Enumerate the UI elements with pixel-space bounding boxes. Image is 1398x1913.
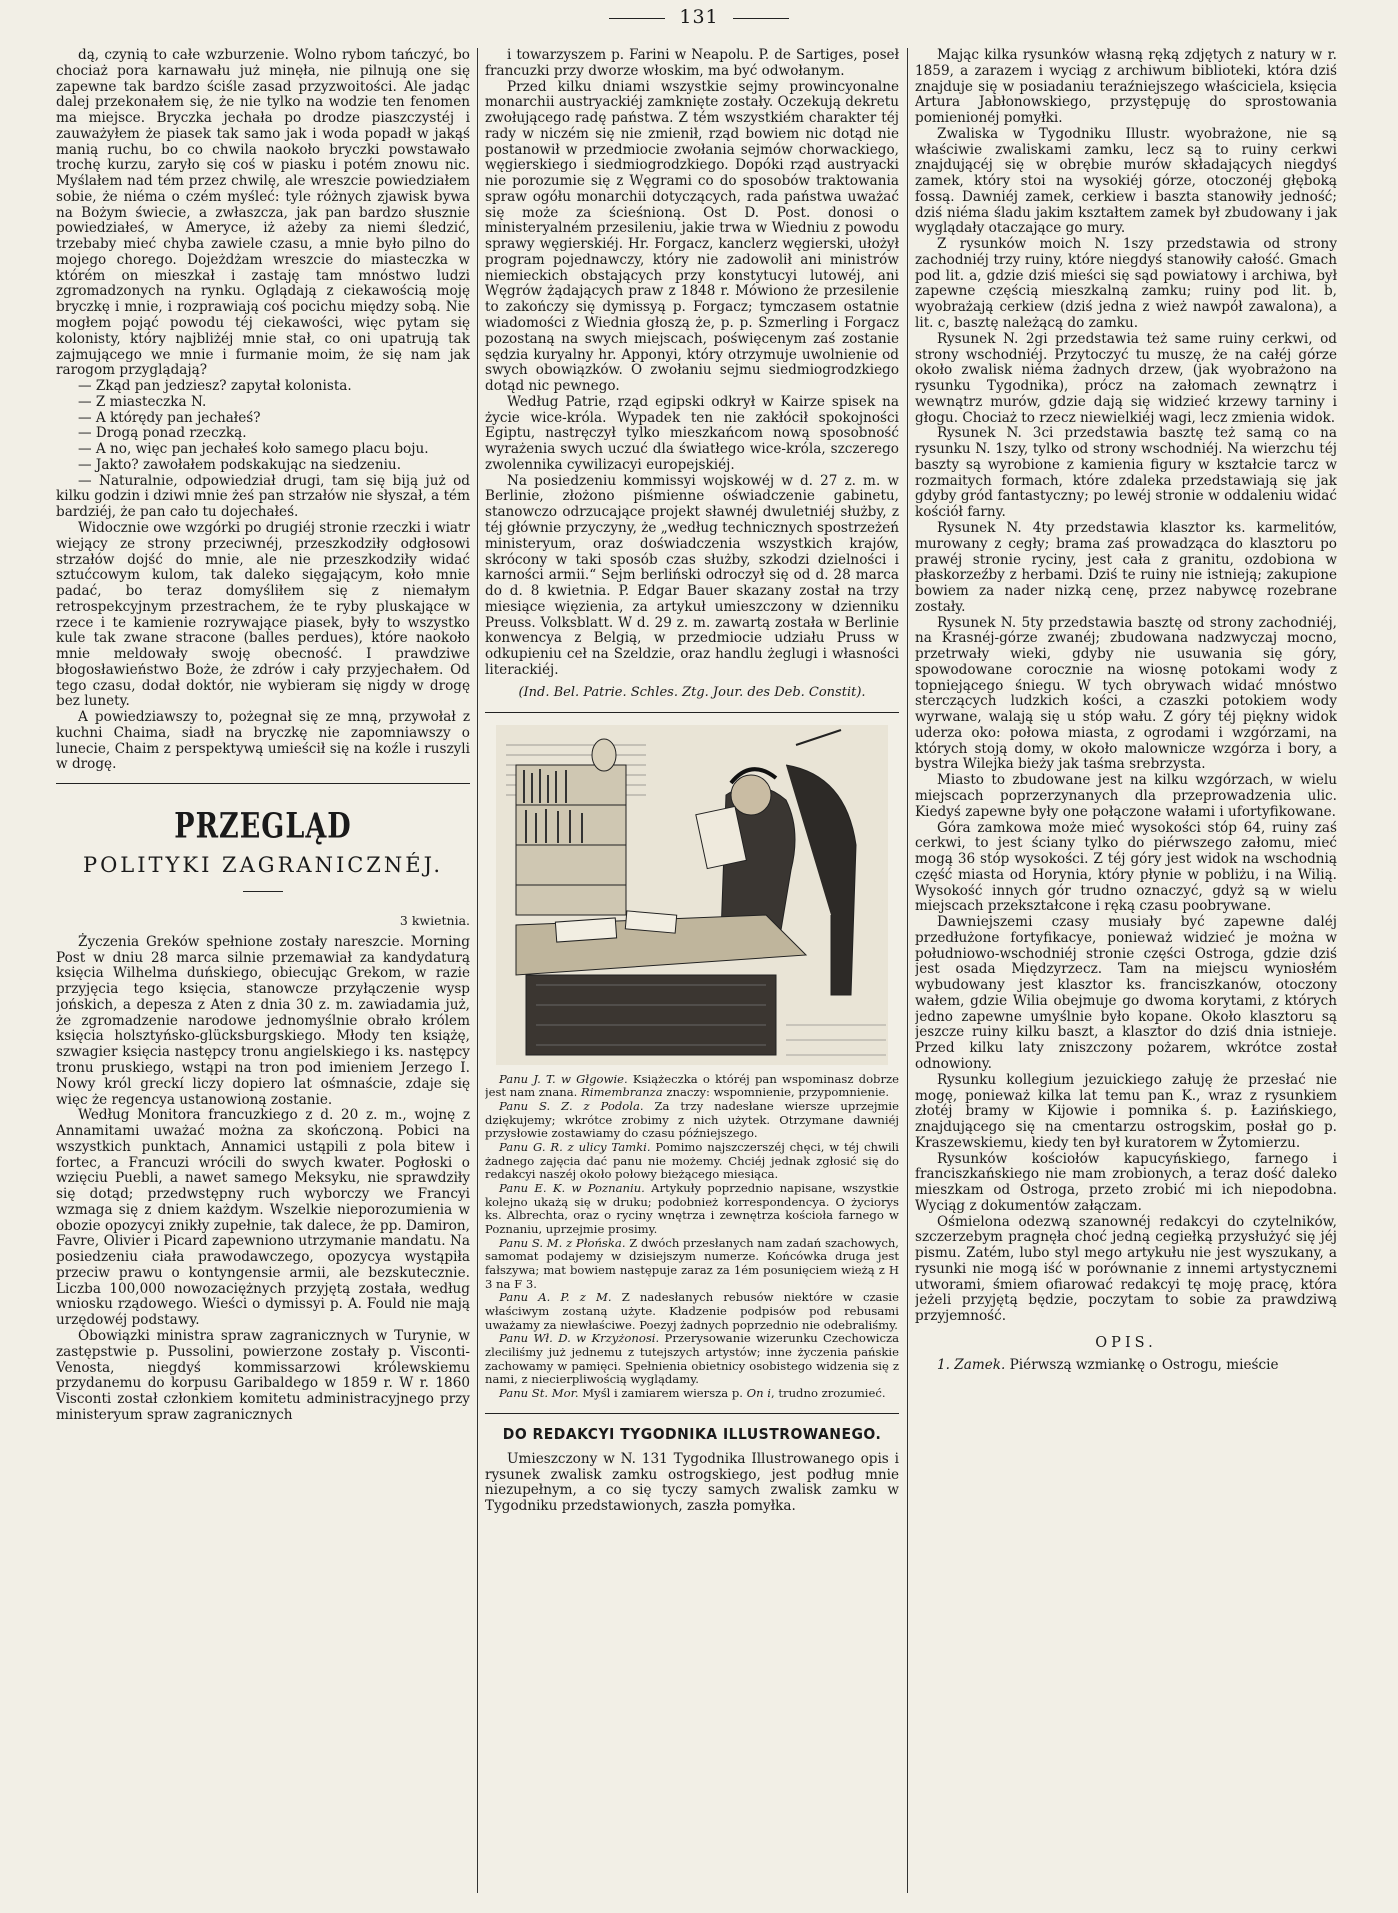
paragraph: Z rysunków moich N. 1szy przedstawia od strony zachodniéj trzy ruiny, które niegdyś stanowiły całość. Gmach pod lit. a, gdzie dziś mieści się sąd powiatowy i archiwa, był zapewne częścią mieszkalną zamku; ruiny pod lit. b, wyobrażają cerkiew (dziś jedna z wież nawpół zawalona), a lit. c, basztę należącą do zamku. [915, 236, 1337, 332]
paragraph: i towarzyszem p. Farini w Neapolu. P. de Sartiges, poseł francuzki przy dworze włoskim, ma być odwołanym. [485, 48, 899, 79]
note-addressee: Panu S. Z. z Podola. [499, 1099, 644, 1114]
page-number-line [0, 6, 1398, 28]
short-divider [243, 891, 283, 892]
note-text: Myśl i zamiarem wiersza p. [578, 1386, 747, 1401]
note-addressee: Panu J. T. w Głgowie. [499, 1071, 628, 1086]
dialogue-line: — Naturalnie, odpowiedział drugi, tam się biją już od kilku godzin i dziwi mnie żeś pan strzałów nie słyszał, a tém bardziéj, że pan cało tu dojechałeś. [56, 472, 470, 521]
paragraph: Góra zamkowa może mieć wysokości stóp 64, ruiny zaś cerkwi, to jest ściany tylko do piérwszego załomu, mieć mogą 36 stóp wysokości. Z téj góry jest widok na wschodnią część miasta od Horynia, który płynie w pobliżu, i na Wilią. Wysokość innych gór trudno oznaczyć, gdyż są w wielu miejscach przekształcone i ręką czasu poobrywane. [915, 819, 1337, 915]
note-addressee: Panu A. P. z M. [499, 1290, 612, 1305]
note-emphasis: Rimembranza [581, 1085, 663, 1100]
paragraph: Widocznie owe wzgórki po drugiéj stronie rzeczki i wiatr wiejący ze strony przeciwnéj, przeszkodziły odgłosowi strzałów dojść do mnie, ale nie przeszkodziły widać sztućcowym kulom, tak daleko sięgającym, koło mnie padać, bo teraz domyśliłem się z niemałym retrospekcyjnym przestrachem, że te ryby pluskające w rzece i te kamienie rozrywające piasek, były to wszystko kule tak zwane stracone (balles perdues), które naokoło mnie meldowały swoję obecność. I prawdziwe błogosławieństwo Boże, że zdrów i cały przyjechałem. Od tego czasu, dodał doktór, nie wybieram się nigdy w drogę bez lunety. [56, 519, 470, 710]
note-addressee: Panu S. M. z Płońska. [499, 1235, 626, 1250]
paragraph: Obowiązki ministra spraw zagranicznych w Turynie, w zastępstwie p. Pussolini, powierzone zostały p. Visconti-Venosta, niegdyś kommissarzowi królewskiemu przydanemu do korpusu Garibaldego w 1859 r. W r. 1860 Visconti został członkiem komitetu administracyjnego przy ministeryum spraw zagranicznych [56, 1328, 470, 1423]
foreign-news [56, 935, 470, 1424]
section-rule-2 [485, 712, 899, 713]
dialogue-line: — Drogą ponad rzeczką. [78, 425, 247, 442]
story-ending [56, 521, 470, 773]
paragraph: Rysunek N. 4ty przedstawia klasztor ks. karmelitów, murowany z cegły; brama zaś prowadząca do klasztoru po prawéj stronie ryciny, jest cała z granitu, ozdobiona w płaskorzeźby z herbami. Dziś te ruiny nie istnieją; zakupione bowiem za nader nizką cenę, przez nabywcę rozebrane zostały. [915, 519, 1337, 615]
letter-body [915, 48, 1337, 1325]
note-text: Przerysowanie wizerunku Czechowicza zleciliśmy już jednemu z tutejszych artystów; inne życzenia pańskie zachowamy w pamięci. Spełnienia obietnicy osobistego widzenia się z nami, z niecierpliwością wyglądamy. [485, 1331, 899, 1387]
foreign-news-continued [485, 48, 899, 679]
note-text: Za trzy nadesłane wiersze uprzejmie dziękujemy; wkrótce zrobimy z nich użytek. Otrzymane dawniéj przysłowie zostawiamy do czasu późniejszego. [485, 1099, 899, 1141]
paragraph: dą, czynią to całe wzburzenie. Wolno rybom tańczyć, bo chociaż pora karnawału już minęła, nie pilnują one się zapewne tak bardzo ściśle zasad przyzwoitości. Ale jadąc dalej przekonałem się, że nie tylko na wodzie ten fenomen ma miejsce. Bryczka jechała po drodze piaszczystéj i zauważyłem że piasek tak samo jak i woda popadł w jakąś manią ruchu, bo co chwila naokoło bryczki powstawało trochę kurzu, zaryło się coś w piasku i potém znowu nic. Myślałem nad tém przez chwilę, ale wreszcie powiedziałem sobie, że niéma o czém myśleć: tyle różnych zjawisk bywa na Bożym świecie, a zwłaszcza, jak pan bardzo słusznie powiedziałeś, w Ameryce, iż ażeby za niemi śledzić, trzebaby mieć chyba zawiele czasu, a mnie było pilno do mojego chorego. Dojeżdżam wreszcie do miasteczka w którém on mieszkał i zastaję tam mnóstwo ludzi zgromadzonych na rynku. Oglądają z ciekawością moję bryczkę i mnie, i rozprawiają coś pocichu między sobą. Nie mogłem pojąć powodu téj ciekawości, więc pytam się kolonisty, który najbliżéj mnie stał, co oni upatrują tak zajmującego we mnie i furmanie moim, że się nam jak rarogom przyglądają? [56, 48, 470, 379]
note-text: Artykuły poprzednio napisane, wszystkie kolejno ukażą się w druku; podobnież korrespondencya. O życiorys ks. Albrechta, oraz o ryciny wnętrza i zewnętrza kościoła farnego w Poznaniu, uprzejmie prosimy. [485, 1181, 899, 1237]
news-sources: (Ind. Bel. Patrie. Schles. Ztg. Jour. des Deb. Constit). [518, 684, 866, 700]
letter-intro [485, 1452, 899, 1515]
note-addressee: Panu St. Mor. [499, 1386, 579, 1401]
paragraph: Umieszczony w N. 131 Tygodnika Illustrowanego opis i rysunek zwalisk zamku ostrogskiego, jest podług mnie niezupełnym, a co się tyczy samych zwalisk zamku w Tygodniku przedstawionych, zaszła pomyłka. [485, 1450, 899, 1515]
reader-note [485, 1237, 899, 1292]
paragraph: Na posiedzeniu kommissyi wojskowéj w d. 27 z. m. w Berlinie, złożono piśmienne oświadczenie gabinetu, stanowczo odrzucające projekt sławnéj dwuletniéj służby, z téj głównie przyczyny, że „według technicznych spostrzeżeń ministeryum, oraz doświadczenia wszystkich krajów, skrócony w taki sposób czas służby, szkodzi dzielności i karności armii.“ Sejm berliński odroczył się od d. 28 marca do d. 8 kwietnia. P. Edgar Bauer skazany został na trzy miesiące więzienia, za artykuł umieszczony w dzienniku Preuss. Volksblatt. W d. 29 z. m. zawartą została w Berlinie konwencya z Belgią, w przedmiocie udziału Pruss w odkupieniu ceł na Szeldzie, oraz handlu żeglugi i własności literackiéj. [485, 472, 899, 678]
opis-first-item [915, 1358, 1337, 1374]
note-text-end: znaczy: wspomnienie, przypomnienie. [662, 1085, 890, 1100]
column-divider-2 [907, 48, 908, 1893]
reader-note [485, 1291, 899, 1332]
note-addressee: Panu G. R. z ulicy Tamki. [499, 1140, 651, 1155]
dialogue-line: — A którędy pan jechałeś? [78, 409, 261, 426]
column-3 [915, 48, 1337, 1908]
paragraph: Rysunków kościołów kapucyńskiego, farnego i franciszkańskiego nie mam zrobionych, a teraz dość daleko mieszkam od Ostroga, przeto zrobić mi ich niepodobna. Wyciąg z dokumentów załączam. [915, 1150, 1337, 1214]
dialogue-line: — Zkąd pan jedziesz? zapytał kolonista. [78, 378, 352, 395]
paragraph: Przed kilku dniami wszystkie sejmy prowincyonalne monarchii austryackiéj zamknięte zostały. Oczekują dekretu zwołującego radę państwa. Z tém wszystkiém charakter téj rady w niczém się nie zmienił, rząd bowiem nic dotąd nie postanowił w przedmiocie zwołania sejmów chorwackiego, węgierskiego i siedmiogrodzkiego. Dopóki rząd austryacki nie porozumie się z Węgrami co do sposobów traktowania spraw ogółu monarchii dotyczących, rada państwa uważać się może za ścieśnioną. Ost D. Post. donosi o ministeryalném przesileniu, jakie trwa w Wiedniu z powodu sprawy węgierskiéj. Hr. Forgacz, kanclerz węgierski, ułożył program pojednawczy, który nie zadowolił ani ministrów niemieckich obstających przy konstytucyi lutowéj, ani Węgrów żądających praw z 1848 r. Mówiono że przesilenie to zakończy się dymissyą p. Forgacz; tymczasem ostatnie wiadomości z Wiednia głoszą że, p. p. Szmerling i Forgacz pozostaną na swych miejscach, poświęcenym zaś zostanie sędzia kuryalny hr. Apponyi, który otrzymuje uwolnienie od swych obowiązków. O zwołaniu sejmu siedmiogrodzkiego dotąd nic pewnego. [485, 78, 899, 395]
dialogue-line: — Z miasteczka N. [78, 393, 207, 410]
section-subtitle: POLITYKI ZAGRANICZNÉJ. [82, 853, 444, 878]
paragraph: Rysunku kollegium jezuickiego załuję że przesłać nie mogę, ponieważ kilka lat temu pan K., wraz z rysunkiem złotéj bramy w Kijowie i pomnika ś. p. Łazińskiego, znajdującego się na cmentarzu ostrogskim, posłał go p. Kraszewskiemu, kiedy ten był kuratorem w Żytomierzu. [915, 1071, 1337, 1151]
paragraph: Rysunek N. 5ty przedstawia basztę od strony zachodniéj, na Krasnéj-górze zwanéj; zbudowana nadzwyczaj mocno, przetrwały wieki, gdyby nie usuwania się góry, spowodowane corocznie na wiosnę potokami wody z topniejącego śniegu. W tych obrywach widać mnóstwo sterczących ludzkich kości, a czaszki potokiem wody wyrwane, walają się u stóp wału. Z góry téj piękny widok uderza oko: połowa miasta, z ogrodami i wzgórzami, na których stoją domy, w około malownicze wzgórza i bory, a bystra Wilejka bieży jak taśma srebrzysta. [915, 614, 1337, 773]
letter-heading: DO REDAKCYI TYGODNIKA ILLUSTROWANEGO. [502, 1424, 882, 1443]
opis-heading: OPIS. [1095, 1335, 1157, 1352]
paragraph: Zwaliska w Tygodniku Illustr. wyobrażone, nie są właściwie zwaliskami zamku, lecz są to ruiny cerkwi znajdującéj się w obrębie murów składających niegdyś zamek, który stoi na wysokiéj górze, otoczonéj głęboką fossą. Dawniéj zamek, cerkiew i baszta stanowiły jedność; dziś niéma śladu jakim kształtem zamek był zbudowany i jak wyglądały otaczające go mury. [915, 125, 1337, 237]
reader-note [485, 1182, 899, 1237]
section-rule-3 [485, 1413, 899, 1414]
paragraph: Mając kilka rysunków własną ręką zdjętych z natury w r. 1859, a zarazem i wyciąg z archiwum biblioteki, która dziś znajduje się w posiadaniu teraźniejszego właściciela, księcia Artura Jabłonowskiego, przystępuję do sprostowania pomienionéj pomyłki. [915, 48, 1337, 127]
engraving-illustration [496, 725, 888, 1065]
reader-note [485, 1387, 899, 1401]
paragraph: Rysunek N. 2gi przedstawia też same ruiny cerkwi, od strony wschodniéj. Przytoczyć tu muszę, że na całéj górze około zwalisk niéma żadnych drzew, (jak wyobrażono na rysunku Tygodnika), prócz na załomach zewnątrz i wewnątrz murów, gdzie dają się widzieć krzewy tarniny i głogu. Chociaż to rzecz niewielkiéj wagi, lecz zmienia widok. [915, 330, 1337, 426]
section-rule [56, 783, 470, 784]
note-addressee: Panu E. K. w Poznaniu. [499, 1181, 645, 1196]
note-emphasis: On i [746, 1386, 772, 1401]
column-2 [485, 48, 899, 1908]
paragraph: Życzenia Greków spełnione zostały nareszcie. Morning Post w dniu 28 marca silnie przemawiał za kandydaturą księcia Wilhelma duńskiego, obiecując Grekom, w razie przyjęcia tego księcia, stanowcze przyłączenie wysp jońskich, a depesza z Aten z dnia 30 z. m. zawiadamia już, że zgromadzenie narodowe jednomyślnie obrało królem księcia holsztyńsko-glücksburgskiego. Młody ten książę, szwagier księcia następcy tronu angielskiego i ks. następcy tronu pruskiego, wstąpi na tron pod imieniem Jerzego I. Nowy król greckí liczy dopiero lat ośmnaście, zdaje się więc że regencya ustanowioną zostanie. [56, 933, 470, 1108]
paragraph: Miasto to zbudowane jest na kilku wzgórzach, w wielu miejscach poprzerzynanych dla przeprowadzenia ulic. Kiedyś zapewne były one połączone wałami i ufortyfikowane. [915, 772, 1337, 820]
note-text: Z dwóch przesłanych nam zadań szachowych, samomat podajemy w dzisiejszym numerze. Końcówka druga jest fałszywa; mat bowiem następuje zaraz za 1ém posunięciem wieżą z H 3 na F 3. [485, 1235, 899, 1291]
dateline: 3 kwietnia. [399, 913, 470, 929]
reader-note [485, 1332, 899, 1387]
reader-note [485, 1141, 899, 1182]
opis-item-label: 1. Zamek. [937, 1356, 1006, 1373]
note-text: Z nadesłanych rebusów niektóre w czasie właściwym zostaną użyte. Kładzenie podpisów pod rebusami uważamy za niewłaściwe. Poezyj żadnych poprzednio nie odebraliśmy. [485, 1290, 899, 1332]
story-continuation [56, 48, 470, 379]
paragraph: Według Monitora francuzkiego z d. 20 z. m., wojnę z Annamitami uważać można za skończoną. Pobici na wszystkich punktach, Annamici ustąpili z pola bitew i fortec, a Francuzi wrócili do swych kwater. Pogłoski o wzięciu Puebli, a nawet samego Meksyku, nie sprawdziły się dotąd; przedwstępny ruch wyborczy we Francyi wzmaga się z dniem każdym. Wszelkie nieporozumienia w obozie opozycyi znikły zupełnie, tak dalece, że pp. Damiron, Favre, Olivier i Picard zapewniono utrzymanie mandatu. Na posiedzeniu ciała prawodawczego, opozycya wystąpiła przeciw prawu o kontyngensie armii, ale bezskutecznie. Liczba 100,000 nowozaciężnych przyjętą została, według wniosku rządowego. Wieści o dymissyi p. A. Fould nie mają urzędowéj podstawy. [56, 1107, 470, 1329]
note-text: Książeczka o któréj pan wspominasz dobrze jest nam znana. [485, 1071, 899, 1100]
note-text-end: , trudno zrozumieć. [771, 1386, 886, 1401]
paragraph: Rysunek N. 3ci przedstawia basztę też samą co na rysunku N. 1szy, tylko od strony wschodniéj. Na wierzchu téj baszty są wyrobione z kamienia figury w kształcie tarcz w rozmaitych formach, które zdaleka przedstawiają się jak gdyby gród fantastyczny; po lewéj stronie w oddaleniu widać kościół farny. [915, 425, 1337, 521]
paragraph: A powiedziawszy to, pożegnał się ze mną, przywołał z kuchni Chaima, siadł na bryczkę nie zapomniawszy o lunecie, Chaim z perspektywą umieścił się na koźle i ruszyli w drogę. [56, 709, 470, 773]
reader-note [485, 1100, 899, 1141]
page-number: 131 [679, 6, 719, 28]
note-addressee: Panu Wł. D. w Krzyżonosi. [499, 1331, 660, 1346]
paragraph: Według Patrie, rząd egipski odkrył w Kairze spisek na życie wice-króla. Wypadek ten nie zakłócił spokojności Egiptu, nastręczył tylko mieszkańcom nową sposobność wyrażenia swych uczuć dla światłego wice-króla, szczerego zwolennika cywilizacyi europejskiéj. [485, 393, 899, 473]
reader-notes [485, 1073, 899, 1401]
dialogue-line: — Jakto? zawołałem podskakując na siedzeniu. [78, 456, 402, 473]
dialogue [56, 379, 470, 521]
note-text: Pomimo najszczerszéj chęci, w téj chwili żadnego zajęcia dać panu nie możemy. Chciéj jednak zgłosić się do redakcyi naszéj około połowy bieżącego miesiąca. [485, 1140, 899, 1182]
section-title: PRZEGLĄD [174, 806, 352, 847]
column-divider-1 [477, 48, 478, 1893]
paragraph: Dawniejszemi czasy musiały być zapewne daléj przedłużone fortyfikacye, ponieważ widzieć je można w południowo-wschodniéj stronie części Ostroga, gdzie dziś jest osada Międzyrzecz. Tam na miejscu wyniosłém wybudowany jest klasztor ks. franciszkanów, otoczony wałem, gdzie Wilia obejmuje go dwoma korytami, z których jedno zapewne umyślnie było kopane. Około klasztoru są jeszcze ruiny kilku baszt, a klasztor do dziś dnia istnieje. Przed kilku laty zniszczony pożarem, wkrótce został odnowiony. [915, 914, 1337, 1072]
column-1 [56, 48, 470, 1908]
reader-note [485, 1073, 899, 1100]
opis-item-text: Piérwszą wzmiankę o Ostrogu, mieście [1005, 1356, 1279, 1373]
dialogue-line: — A no, więc pan jechałeś koło samego placu boju. [78, 441, 429, 458]
paragraph: Ośmielona odezwą szanownéj redakcyi do czytelników, szczerzebym pragnęła choć jedną cegiełką przysłużyć się jéj pismu. Zatém, lubo styl mego artykułu nie jest wyszukany, a rysunki nie mogą iść w porównanie z innemi artystycznemi utworami, śmiem ofiarować redakcyi tę moję pracę, która jeżeli przyjętą będzie, poczytam to sobie za prawdziwą przyjemność. [915, 1213, 1337, 1325]
